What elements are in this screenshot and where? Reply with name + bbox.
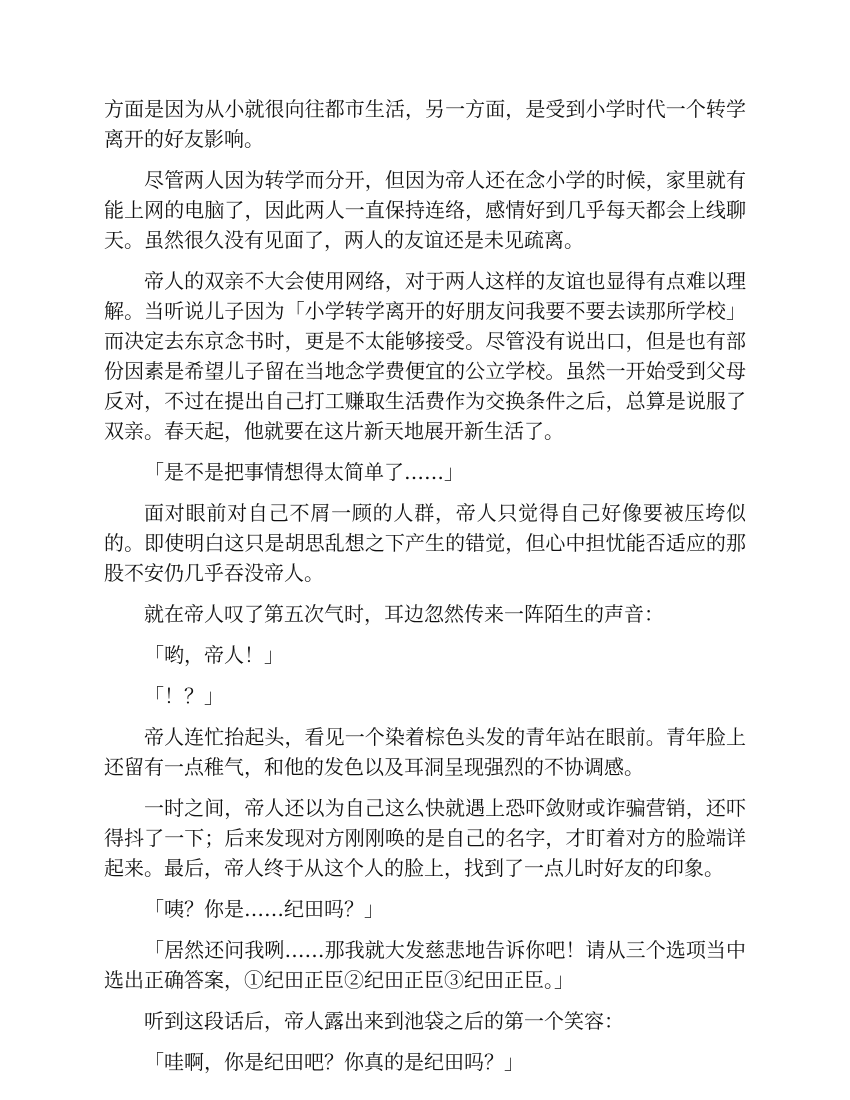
paragraph-13: 听到这段话后，帝人露出来到池袋之后的第一个笑容： (144, 1009, 624, 1033)
paragraph-5: 面对眼前对自己不屑一顾的人群，帝人只觉得自己好像要被压垮似的。即使明白这只是胡思乱想之下产生的错觉，但心中担忧能否适应的那股不安仍几乎吞没帝人。 (104, 501, 746, 585)
paragraph-6: 就在帝人叹了第五次气时，耳边忽然传来一阵陌生的声音： (144, 602, 664, 626)
paragraph-14: 「哇啊，你是纪田吧？你真的是纪田吗？」 (144, 1050, 524, 1074)
paragraph-7: 「哟，帝人！」 (144, 643, 284, 667)
paragraph-1: 方面是因为从小就很向往都市生活，另一方面，是受到小学时代一个转学离开的好友影响。 (104, 97, 746, 151)
paragraph-3: 帝人的双亲不大会使用网络，对于两人这样的友谊也显得有点难以理解。当听说儿子因为「小学转学离开的好朋友问我要不要去读那所学校」而决定去东京念书时，更是不太能够接受。尽管没有说出口，但是也有部份因素是希望儿子留在当地念学费便宜的公立学校。虽然一开始受到父母反对，不过在提出自己打工赚取生活费作为交换条件之后，总算是说服了双亲。春天起，他就要在这片新天地展开新生活了。 (104, 269, 746, 443)
paragraph-12: 「居然还问我咧……那我就大发慈悲地告诉你吧！请从三个选项当中选出正确答案，①纪田正臣②纪田正臣③纪田正臣。」 (104, 938, 746, 992)
paragraph-8: 「！？」 (144, 684, 224, 708)
body-text (104, 94, 746, 1088)
paragraph-11: 「咦？你是……纪田吗？」 (144, 897, 384, 921)
paragraph-9: 帝人连忙抬起头，看见一个染着棕色头发的青年站在眼前。青年脸上还留有一点稚气，和他的发色以及耳洞呈现强烈的不协调感。 (104, 725, 746, 779)
paragraph-4: 「是不是把事情想得太简单了……」 (144, 460, 464, 484)
paragraph-10: 一时之间，帝人还以为自己这么快就遇上恐吓敛财或诈骗营销，还吓得抖了一下；后来发现对方刚刚唤的是自己的名字，才盯着对方的脸端详起来。最后，帝人终于从这个人的脸上，找到了一点儿时好友的印象。 (104, 796, 746, 880)
paragraph-2: 尽管两人因为转学而分开，但因为帝人还在念小学的时候，家里就有能上网的电脑了，因此两人一直保持连络，感情好到几乎每天都会上线聊天。虽然很久没有见面了，两人的友谊还是未见疏离。 (104, 168, 746, 252)
